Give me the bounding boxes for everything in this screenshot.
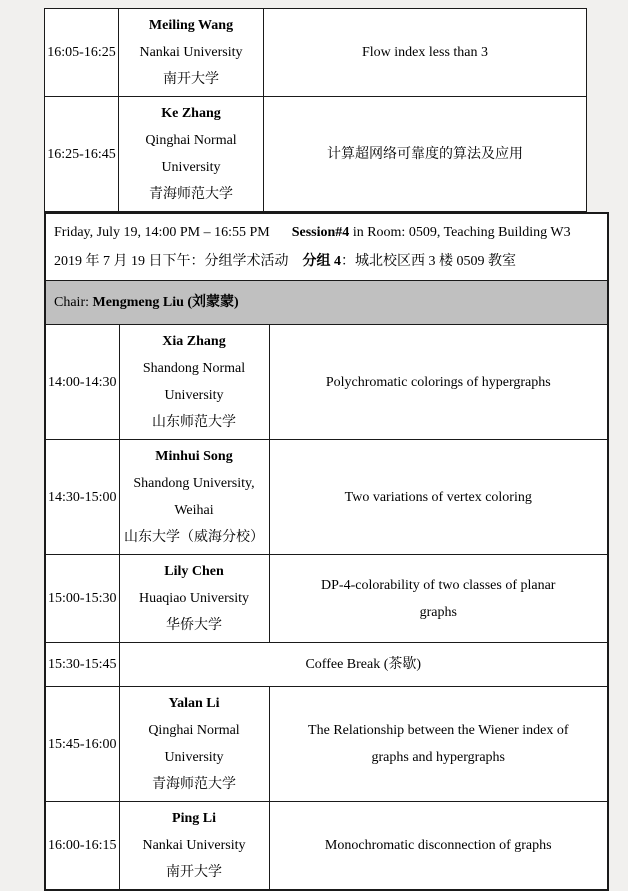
time-cell: 16:05-16:25: [45, 9, 119, 97]
talk-title-cell: [264, 97, 587, 212]
speaker-affiliation-line: 南开大学: [166, 865, 222, 880]
speaker-affiliation-line: Huaqiao University: [138, 591, 250, 606]
session-room-zh: ：城北校区西 3 楼 0509 教室: [341, 254, 516, 269]
session-number-en: Session#4: [291, 225, 350, 240]
talk-title-cell: [269, 555, 608, 643]
time-cell: 14:00-14:30: [45, 325, 119, 440]
chair-row: [45, 281, 608, 325]
talk-title-line: graphs and hypergraphs: [371, 750, 506, 765]
talk-title-line: Flow index less than 3: [362, 45, 488, 60]
session-info-line-zh: [54, 247, 599, 276]
talk-title-line: Two variations of vertex coloring: [344, 489, 532, 505]
break-label: Coffee Break (茶歇): [119, 643, 608, 687]
session-info-row: [45, 213, 608, 281]
speaker-affiliation-line: 青海师范大学: [152, 777, 236, 792]
time-cell: 15:30-15:45: [45, 643, 119, 687]
talk-title-line: 计算超网络可靠度的算法及应用: [327, 146, 523, 162]
speaker-affiliation-line: Shandong Normal: [142, 361, 246, 376]
speaker-affiliation-line: University: [164, 388, 224, 403]
talk-row: [45, 555, 608, 643]
session-info-cell: [45, 213, 608, 281]
speaker-cell: [119, 325, 269, 440]
talk-title-line: Monochromatic disconnection of graphs: [324, 838, 552, 853]
previous-session-table: [44, 8, 587, 212]
speaker-cell: [119, 687, 269, 802]
speaker-affiliation-line: Weihai: [174, 503, 214, 518]
talk-title-line: DP-4-colorability of two classes of planar: [321, 577, 556, 593]
talk-title-cell: [269, 440, 608, 555]
talk-row: [45, 687, 608, 802]
speaker-name: Yalan Li: [168, 696, 220, 711]
time-cell: 15:45-16:00: [45, 687, 119, 802]
speaker-affiliation-line: 山东大学（威海分校）: [124, 530, 264, 545]
speaker-name: Meiling Wang: [148, 18, 234, 33]
talk-title-line: Polychromatic colorings of hypergraphs: [325, 374, 551, 390]
speaker-cell: [119, 555, 269, 643]
speaker-affiliation-line: 山东师范大学: [152, 415, 236, 430]
break-row: [45, 643, 608, 687]
session-number-zh: 分组 4: [302, 254, 341, 269]
speaker-name: Xia Zhang: [162, 334, 226, 349]
talk-row: [45, 9, 587, 97]
talk-row: [45, 325, 608, 440]
session4-table: [44, 212, 609, 891]
speaker-name: Ping Li: [172, 811, 216, 826]
chair-cell: [45, 281, 608, 325]
chair-label: Chair:: [54, 295, 93, 310]
speaker-cell: [119, 97, 264, 212]
speaker-affiliation-line: Nankai University: [139, 45, 243, 60]
time-cell: 16:00-16:15: [45, 802, 119, 891]
talk-title-line: graphs: [419, 604, 457, 620]
speaker-affiliation-line: 青海师范大学: [149, 187, 233, 202]
speaker-affiliation-line: 华侨大学: [166, 618, 222, 633]
speaker-affiliation-line: Nankai University: [142, 838, 246, 853]
talk-title-cell: [264, 9, 587, 97]
speaker-cell: [119, 440, 269, 555]
previous-session-table-body: [45, 9, 587, 212]
speaker-affiliation-line: Qinghai Normal University: [145, 133, 237, 175]
session-datetime-en: Friday, July 19, 14:00 PM – 16:55 PM: [54, 225, 270, 240]
speaker-affiliation-line: 南开大学: [163, 72, 219, 87]
speaker-name: Ke Zhang: [161, 106, 221, 121]
talk-title-cell: [269, 687, 608, 802]
talk-row: [45, 97, 587, 212]
session-datetime-zh: 2019 年 7 月 19 日下午：分组学术活动: [54, 254, 289, 269]
talk-title-line: The Relationship between the Wiener index of: [308, 723, 569, 738]
time-cell: 14:30-15:00: [45, 440, 119, 555]
talk-title-cell: [269, 325, 608, 440]
talk-row: [45, 440, 608, 555]
chair-name: Mengmeng Liu (刘蒙蒙): [92, 295, 239, 310]
session-room-en: in Room: 0509, Teaching Building W3: [349, 225, 571, 240]
speaker-name: Minhui Song: [155, 449, 233, 464]
time-cell: 16:25-16:45: [45, 97, 119, 212]
session4-table-body: [45, 213, 608, 890]
speaker-affiliation-line: Qinghai Normal University: [148, 723, 240, 765]
speaker-affiliation-line: Shandong University,: [133, 476, 255, 491]
speaker-name: Lily Chen: [164, 564, 224, 579]
time-cell: 15:00-15:30: [45, 555, 119, 643]
speaker-cell: [119, 9, 264, 97]
session-info-line-en: [54, 218, 599, 247]
